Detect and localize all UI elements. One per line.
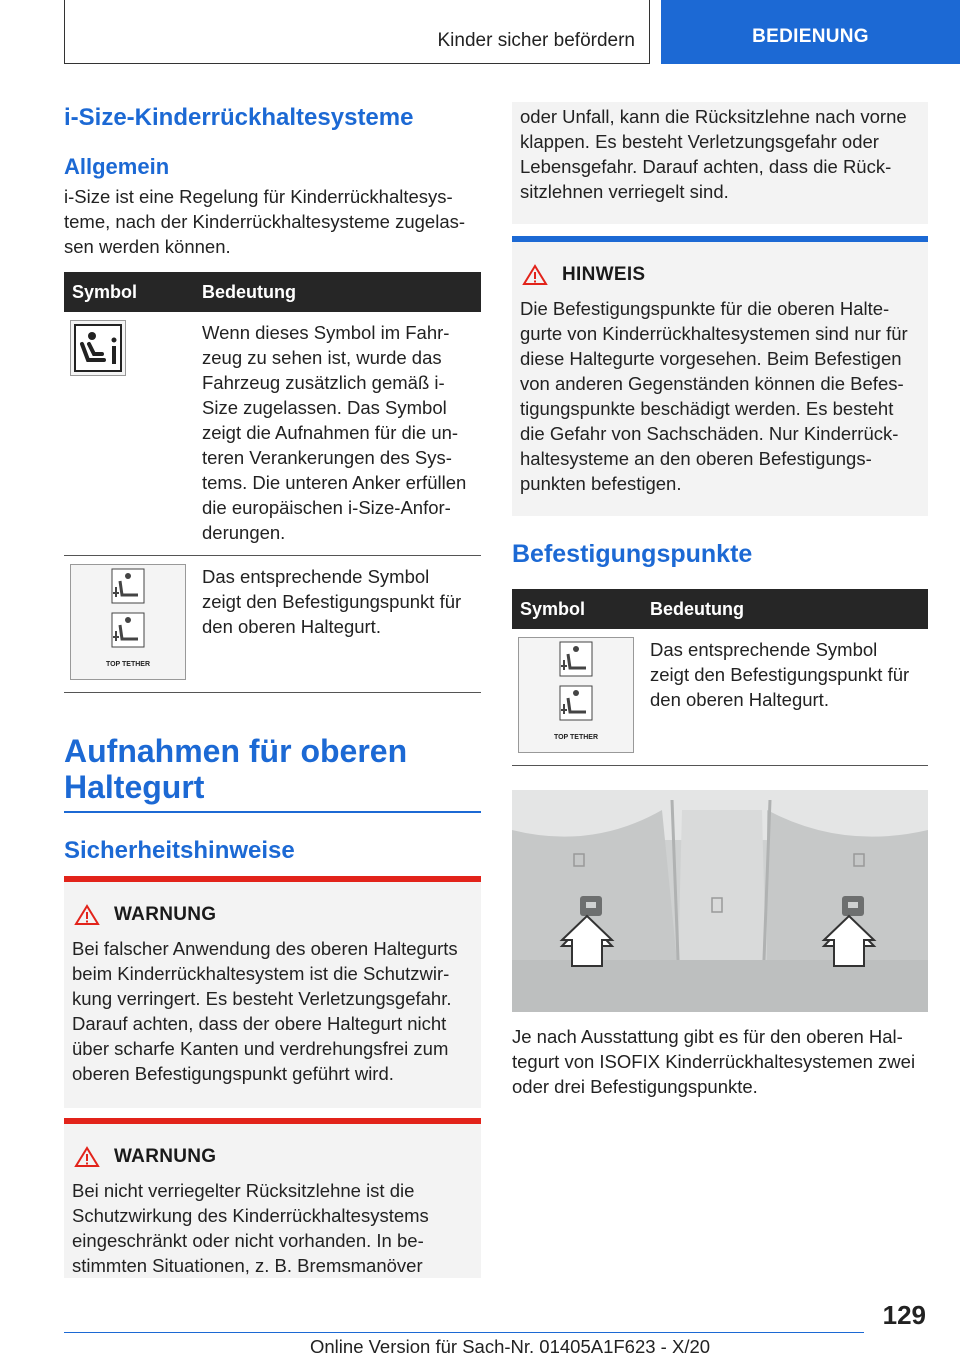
section-title-anchor-points: Befestigungspunkte [512,540,753,568]
warning-label: WARNUNG [114,1146,217,1167]
warning-title [74,904,481,926]
section-title-top-tether: Aufnahmen für oberen Haltegurt [64,733,481,813]
top-tether-icon [518,637,634,753]
table-cell-text: Wenn dieses Symbol im Fahr-zeug zu sehen ist, wurde das Fahrzeug zusätzlich gemäß i-Size zugelassen. Das Symbol zeigt die Aufnahmen für die un-teren Verankerungen des Sys-tems. Die unteren Anker erfüllen die europäischen i-Size-Anfor-derungen. [194,312,481,556]
table-row [64,556,481,693]
warning-title [74,1146,481,1168]
table-cell-text: Das entsprechende Symbol zeigt den Befestigungspunkt für den oberen Haltegurt. [194,556,481,693]
page-number: 129 [882,1300,926,1330]
col-header-symbol: Symbol [64,272,194,312]
anchor-symbol-table [512,589,928,766]
right-column [512,540,928,766]
hint-box [512,236,928,516]
warning-triangle-icon [522,264,548,286]
warning-text: Bei falscher Anwendung des oberen Haltegurts beim Kinderrückhaltesystem ist die Schutzwir-kung verringert. Es besteht Verletzungsgefahr. Darauf achten, dass der obere Haltegurt nicht über scharfe Kanten und verdrehungsfrei zum oberen Befestigungspunkt geführt wird. [72,938,458,1084]
isize-symbol-table [64,272,481,693]
col-header-meaning: Bedeutung [194,272,481,312]
col-header-symbol: Symbol [512,589,642,629]
hint-label: HINWEIS [562,264,646,285]
warning-label: WARNUNG [114,904,217,925]
col-header-meaning: Bedeutung [642,589,928,629]
header-tab[interactable]: BEDIENUNG [661,0,960,64]
isize-seat-icon [70,320,126,376]
icon-caption: TOP TETHER [553,734,599,741]
warning-box-continued [512,102,928,224]
photo-caption: Je nach Ausstattung gibt es für den oberen Hal-tegurt von ISOFIX Kinderrückhaltesystemen zwei oder drei Befestigungspunkte. [512,1026,916,1097]
hint-text: Die Befestigungspunkte für die oberen Halte-gurte von Kinderrückhaltesystemen sind nur für diese Haltegurte vorgesehen. Beim Befestigen von anderen Gegenständen können die Befes-tigungspunkte beschädigt werden. Es besteht die Gefahr von Sachschäden. Nur Kinderrück-haltesysteme an den oberen Befestigungs-punkten befestigen. [520,298,908,494]
table-row [64,312,481,556]
anchor-points-photo [512,790,928,1012]
warning-triangle-icon [74,1146,100,1168]
warning-box [64,1118,481,1278]
hint-title [522,264,928,286]
subtitle-general: Allgemein [64,154,170,179]
footer-divider [64,1332,864,1333]
online-version-text: Online Version für Sach-Nr. 01405A1F623 - X/20 [310,1336,711,1357]
top-tether-icon [70,564,186,680]
warning-triangle-icon [74,904,100,926]
warning-box [64,876,481,1108]
safety-notes-title: Sicherheitshinweise [64,837,295,864]
warning-text-continued: oder Unfall, kann die Rücksitzlehne nach vorne klappen. Es besteht Verletzungsgefahr oder Lebensgefahr. Darauf achten, dass die Rück-sitzlehnen verriegelt sind. [520,106,907,202]
header-section-title: Kinder sicher befördern [437,30,635,51]
intro-paragraph: i-Size ist eine Regelung für Kinderrückhaltesys-teme, nach der Kinderrückhaltesysteme zugelas-sen werden können. [64,186,466,257]
page-title: i-Size-Kinderrückhaltesysteme [64,104,414,131]
warning-text: Bei nicht verriegelter Rücksitzlehne ist die Schutzwirkung des Kinderrückhaltesystems eingeschränkt oder nicht vorhanden. In be-stimmten Situationen, z. B. Bremsmanöver [72,1180,429,1276]
left-column [64,104,481,865]
table-cell-text: Das entsprechende Symbol zeigt den Befestigungspunkt für den oberen Haltegurt. [642,629,928,766]
icon-caption: TOP TETHER [105,661,151,668]
table-row [512,629,928,766]
